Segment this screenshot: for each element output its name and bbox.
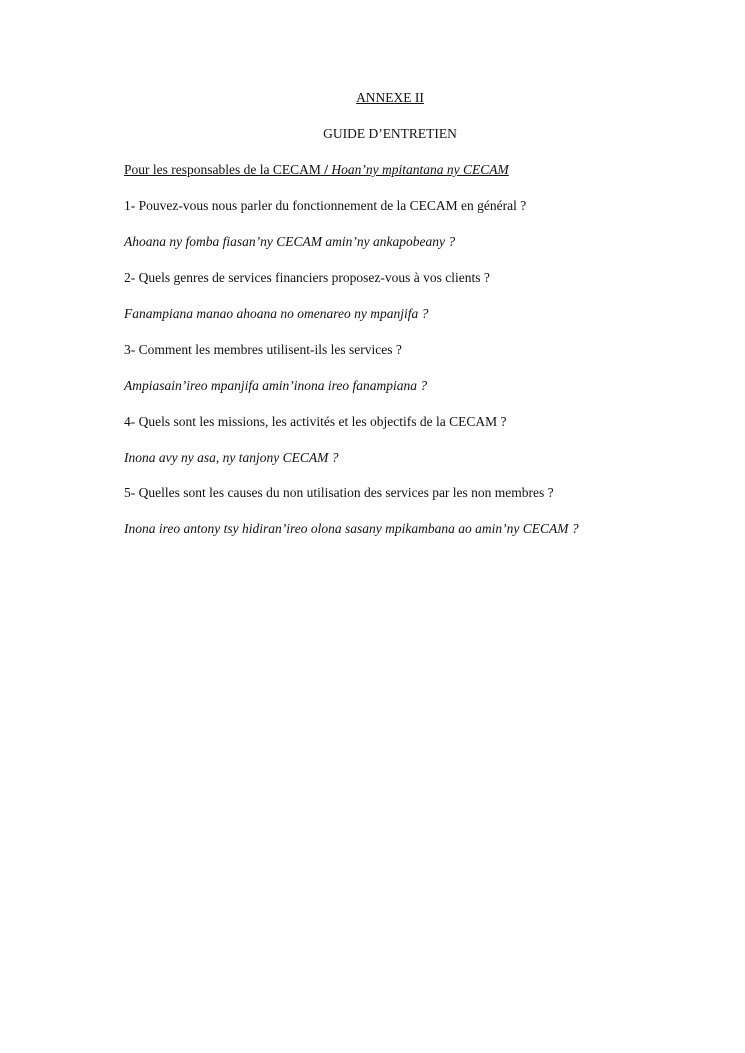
- question-5-malagasy: Inona ireo antony tsy hidiran’ireo olona sasany mpikambana ao amin’ny CECAM ?: [124, 521, 579, 536]
- intro-line: [124, 162, 509, 178]
- question-2-malagasy: Fanampiana manao ahoana no omenareo ny mpanjifa ?: [124, 306, 429, 321]
- question-2-french: 2- Quels genres de services financiers proposez-vous à vos clients ?: [124, 270, 490, 285]
- question-4-malagasy: Inona avy ny asa, ny tanjony CECAM ?: [124, 450, 339, 465]
- intro-malagasy: Hoan’ny mpitantana ny CECAM: [331, 162, 509, 177]
- intro-french: Pour les responsables de la CECAM: [124, 162, 321, 177]
- annex-heading: ANNEXE II: [356, 90, 424, 105]
- question-1-malagasy: Ahoana ny fomba fiasan’ny CECAM amin’ny ankapobeany ?: [124, 234, 456, 249]
- intro-separator: /: [320, 162, 332, 177]
- question-5-french: 5- Quelles sont les causes du non utilisation des services par les non membres ?: [124, 485, 554, 500]
- question-4-french: 4- Quels sont les missions, les activités et les objectifs de la CECAM ?: [124, 414, 507, 429]
- question-1-french: 1- Pouvez-vous nous parler du fonctionnement de la CECAM en général ?: [124, 198, 527, 213]
- question-3-malagasy: Ampiasain’ireo mpanjifa amin’inona ireo fanampiana ?: [124, 378, 428, 393]
- question-3-french: 3- Comment les membres utilisent-ils les services ?: [124, 342, 402, 357]
- guide-title: GUIDE D’ENTRETIEN: [323, 126, 457, 141]
